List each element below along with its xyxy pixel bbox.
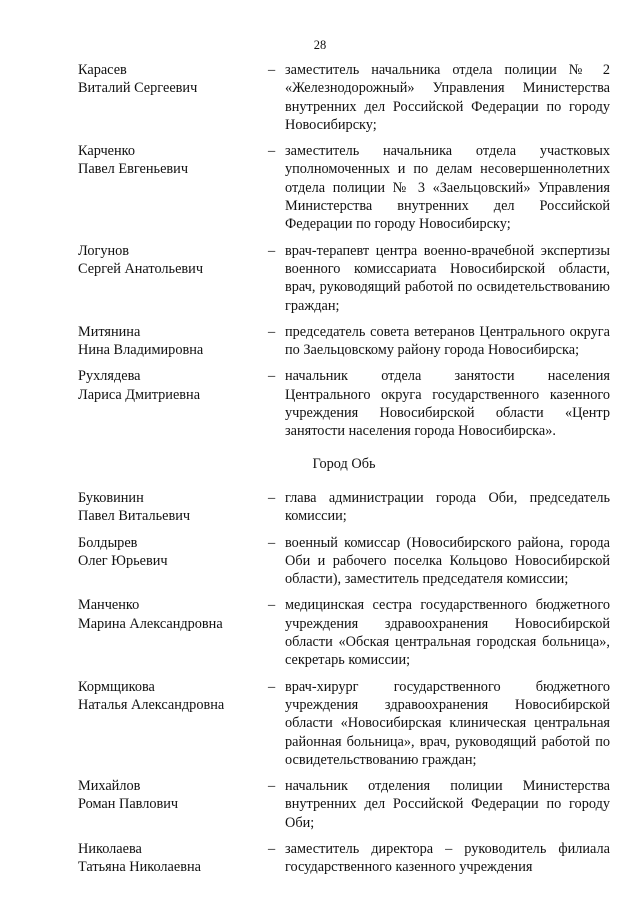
member-role: заместитель директора – руководитель филиала государственного казенного учреждения [285,840,610,876]
dash-separator: – [268,242,276,259]
member-given-name: Павел Евгеньевич [78,161,189,178]
member-name [78,489,268,526]
member-given-name: Роман Павлович [78,796,179,813]
member-name [78,678,268,769]
member-name [78,534,268,589]
member-name [78,840,268,877]
list-item [78,242,610,315]
member-name [78,323,268,360]
member-surname: Рухлядева [78,368,141,385]
list-item [78,61,610,134]
member-name [78,142,268,233]
member-name [78,596,268,669]
member-surname: Карасев [78,62,127,78]
member-given-name: Нина Владимировна [78,342,204,359]
list-item [78,323,610,360]
list-item [78,489,610,526]
member-role: начальник отдела занятости населения Центрального округа государственного казенного учреждения Новосибирской области «Центр занятости населения города Новосибирска». [285,368,610,440]
member-name [78,242,268,315]
member-surname: Михайлов [78,778,141,795]
commission-list [78,61,610,885]
dash-separator: – [268,323,276,340]
member-role: врач-терапевт центра военно-врачебной экспертизы военного комиссариата Новосибирской области, врач, руководящий работой по освидетельствованию граждан; [285,242,610,314]
member-given-name: Марина Александровна [78,615,223,632]
list-item [78,534,610,589]
member-name [78,777,268,832]
dash-separator: – [268,143,276,160]
list-item [78,678,610,769]
member-given-name: Наталья Александровна [78,696,225,713]
member-surname: Болдырев [78,534,138,551]
list-item [78,367,610,440]
dash-separator: – [268,62,276,78]
member-surname: Митянина [78,323,141,340]
dash-separator: – [268,840,276,857]
list-item [78,840,610,877]
member-surname: Логунов [78,242,130,259]
member-given-name: Лариса Дмитриевна [78,386,201,403]
list-item [78,596,610,669]
member-role: начальник отделения полиции Министерства внутренних дел Российской Федерации по городу Оби; [285,778,610,831]
member-given-name: Павел Витальевич [78,508,191,525]
dash-separator: – [268,534,276,551]
list-item [78,142,610,233]
dash-separator: – [268,368,276,385]
member-role: врач-хирург государственного бюджетного учреждения здравоохранения Новосибирской области «Новосибирская клиническая центральная районная больница», врач, руководящий работой по освидетельствованию граждан; [285,678,610,768]
member-role: медицинская сестра государственного бюджетного учреждения здравоохранения Новосибирской области «Обская центральная городская больница», секретарь комиссии; [285,597,610,669]
member-name [78,61,268,134]
page-number: 28 [313,38,327,52]
member-role: заместитель начальника отдела полиции № 2 «Железнодорожный» Управления Министерства внутренних дел Российской Федерации по городу Новосибирску; [285,62,610,133]
dash-separator: – [268,678,276,695]
section-title: Город Обь [312,455,376,472]
member-role: военный комиссар (Новосибирского района, города Оби и рабочего поселка Кольцово Новосибирской области), заместитель председателя комиссии; [285,534,610,588]
member-surname: Карченко [78,143,136,160]
member-given-name: Татьяна Николаевна [78,859,201,876]
member-name [78,367,268,440]
dash-separator: – [268,778,276,795]
member-role: председатель совета ветеранов Центрального округа по Заельцовскому району города Новосибирска; [285,323,610,359]
member-surname: Буковинин [78,489,144,506]
member-given-name: Олег Юрьевич [78,552,168,569]
member-role: заместитель начальника отдела участковых уполномоченных и по делам несовершеннолетних отдела полиции № 3 «Заельцовский» Управления Министерства внутренних дел Российской Федерации по городу Новосибирску; [285,143,610,233]
member-surname: Манченко [78,597,140,614]
member-surname: Кормщикова [78,678,155,695]
dash-separator: – [268,489,276,506]
member-given-name: Сергей Анатольевич [78,260,204,277]
dash-separator: – [268,597,276,614]
member-role: глава администрации города Оби, председатель комиссии; [285,489,610,525]
member-given-name: Виталий Сергеевич [78,80,198,97]
member-surname: Николаева [78,840,142,857]
list-item [78,777,610,832]
